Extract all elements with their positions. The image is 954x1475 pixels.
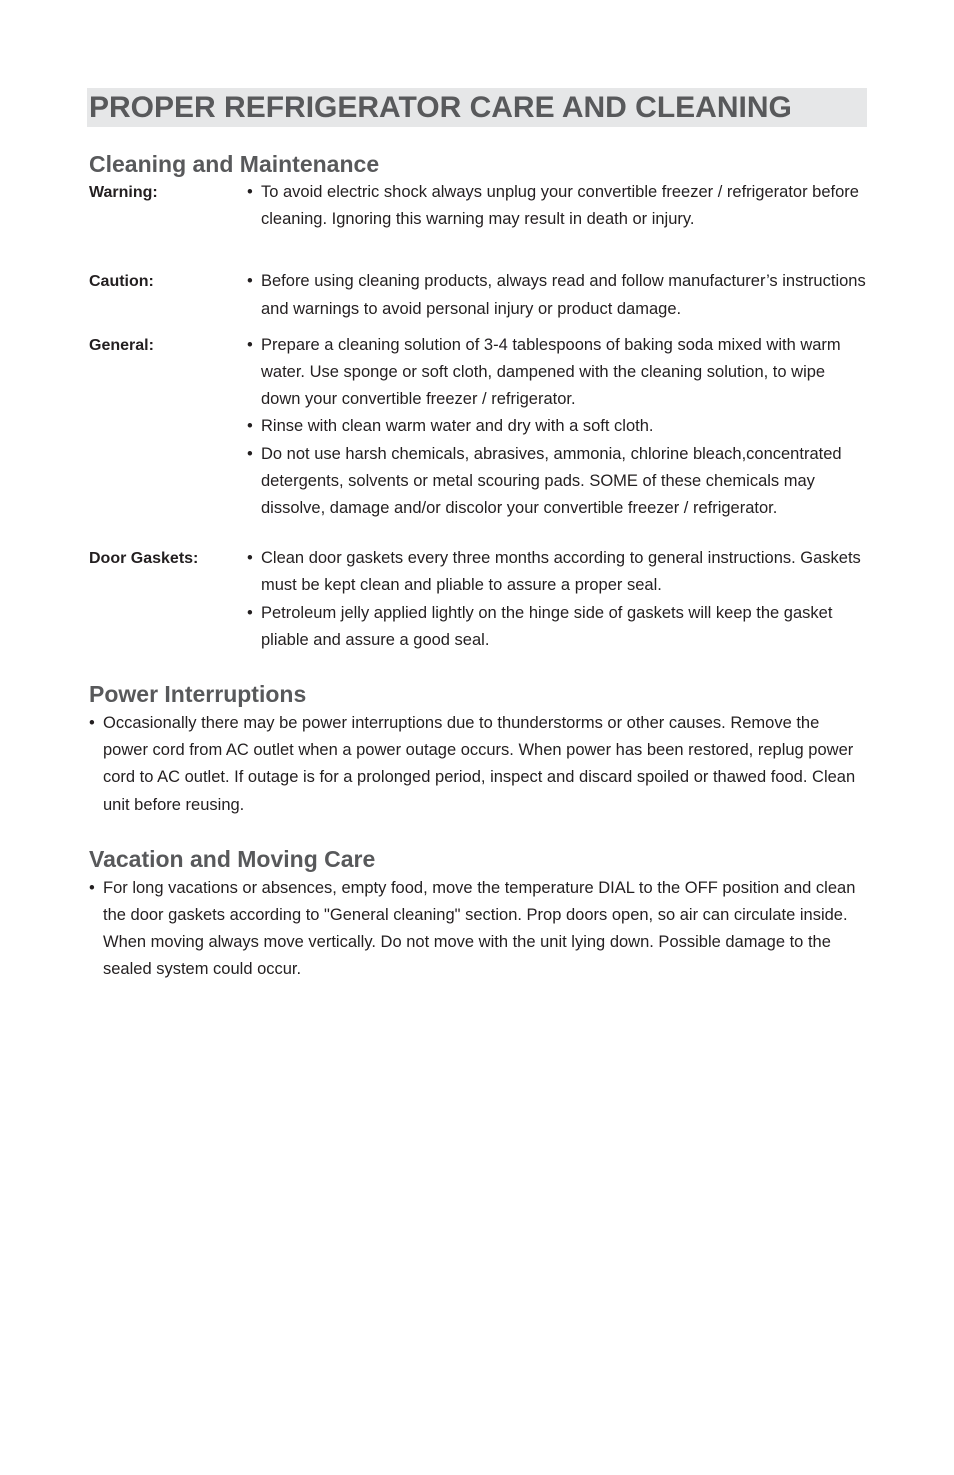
general-items [247,332,867,522]
list-item: • Prepare a cleaning solution of 3-4 tablespoons of baking soda mixed with warm water. Use sponge or soft cloth, dampened with the cleaning solution, to wipe down your convertible freezer / refrigerator. [247,332,867,414]
cleaning-heading: Cleaning and Maintenance [89,151,380,177]
list-item: • Do not use harsh chemicals, abrasives, ammonia, chlorine bleach,concentrated detergents, solvents or metal scouring pads. SOME of these chemicals may dissolve, damage and/or discolor your convertible freezer / refrigerator. [247,441,867,523]
power-interruptions-section [89,680,867,819]
warning-row [89,184,867,233]
page-title: PROPER REFRIGERATOR CARE AND CLEANING [89,91,792,124]
power-text: • Occasionally there may be power interruptions due to thunderstorms or other causes. Remove the power cord from AC outlet when a power outage occurs. When power has been restored, replug power cord to AC outlet. If outage is for a prolonged period, inspect and discard spoiled or thawed food. Clean unit before reusing. [89,710,867,819]
cleaning-maintenance-section [89,150,867,654]
vacation-heading: Vacation and Moving Care [89,845,376,872]
caution-row [89,273,867,322]
general-row [89,337,867,522]
door-gaskets-items [247,545,867,654]
list-item: • To avoid electric shock always unplug your convertible freezer / refrigerator before cleaning. Ignoring this warning may result in death or injury. [247,179,867,233]
vacation-moving-section [89,845,867,984]
list-item: • Before using cleaning products, always read and follow manufacturer’s instructions and warnings to avoid personal injury or product damage. [247,268,867,322]
title-bar [87,88,867,127]
list-item: • Rinse with clean warm water and dry with a soft cloth. [247,413,867,440]
power-heading: Power Interruptions [89,681,307,708]
list-item: • Petroleum jelly applied lightly on the hinge side of gaskets will keep the gasket pliable and assure a good seal. [247,600,867,654]
door-gaskets-label: Door Gaskets: [89,550,199,568]
document-page [89,88,867,984]
caution-label: Caution: [89,273,154,291]
vacation-text: • For long vacations or absences, empty food, move the temperature DIAL to the OFF position and clean the door gaskets according to "General cleaning" section. Prop doors open, so air can circulate inside. When moving always move vertically. Do not move with the unit lying down. Possible damage to the sealed system could occur. [89,875,867,984]
warning-label: Warning: [89,184,158,201]
warning-items [247,179,867,233]
list-item: • Clean door gaskets every three months according to general instructions. Gaskets must be kept clean and pliable to assure a proper seal. [247,545,867,599]
general-label: General: [89,336,154,354]
door-gaskets-row [89,550,867,654]
caution-items [247,268,867,322]
